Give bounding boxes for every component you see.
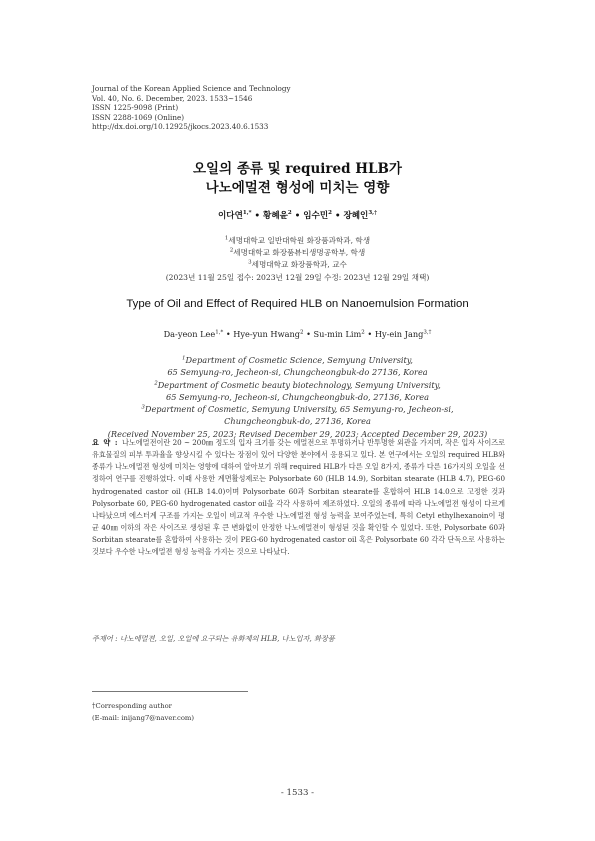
footnote-divider (92, 691, 248, 692)
affiliation-kr: $^3$세명대학교 화장품학과, 교수 (248, 259, 347, 270)
affiliation-en-line: Chungcheongbuk-do, 27136, Korea (224, 416, 371, 427)
author-separator: • (303, 329, 314, 339)
abstract-label: 요 약 : (92, 438, 122, 447)
abstract-text: 나노에멀전이란 20 ~ 200㎚ 정도의 입자 크기를 갖는 에멀전으로 투명하거나 반투명한 외관을 가지며, 작은 입자 사이즈로 유효물질의 피부 투과율을 향상시킬 수 있다는 장점이 있어 다양한 분야에서 응용되고 있다. 본 연구에서는 오일의 required HLB와 종류가 나노에멀젼 형성에 미치는 영향에 대하여 알아보기 위해 required HLB가 다른 오일 8가지, 종류가 다른 16가지의 오일을 선정하여 연구를 진행하였다. 이때 사용한 계면활성제로는 Polysorbate 60 (HLB 14.9), Sorbitan stearate (HLB 4.7), PEG-60 hydrogenated castor oil (HLB 14.0)이며 Polysorbate 60과 Sorbitan stearate를 혼합하여 HLB 14.0으로 고정한 것과 Polysorbate 60, PEG-60 hydrogenated castor oil을 각각 사용하여 제조하였다. 오일의 종류에 따라 나노에멀젼 형성이 다르게 나타났으며 에스터계 구조를 가지는 오일이 비교적 우수한 나노에멀젼 형성 능력을 보여주었는데, 특히 Cetyl ethylhexanoin이 평균 40㎚ 이하의 작은 사이즈로 생성된 후 큰 변화없이 안정한 나노에멀젼이 형성된 것을 확인할 수 있었다. 또한, Polysorbate 60과 Sorbitan stearate를 혼합하여 사용하는 것이 PEG-60 hydrogenated castor oil 혹은 Polysorbate 60 각각 단독으로 사용하는 것보다 우수한 나노에멀젼 형성 능력을 가지는 것으로 나타났다. (92, 438, 506, 557)
affiliation-en-line: 65 Semyung-ro, Jecheon-si, Chungcheongbuk-do, 27136, Korea (166, 391, 429, 402)
author-kr: 황혜윤$^2$ (263, 210, 292, 221)
korean-title-line-1: 오일의 종류 및 required HLB가 (193, 161, 402, 177)
author-separator: • (331, 211, 344, 221)
author-kr: 이다연$^{1,*}$ (218, 210, 252, 221)
author-en: Hy-ein Jang$^{3,\dagger}$ (374, 329, 432, 339)
affiliation-kr: $^1$세명대학교 일반대학원 화장품과학과, 학생 (224, 235, 371, 245)
journal-issn-online: ISSN 2288-1069 (Online) (92, 112, 185, 122)
korean-title-line-2: 나노에멀젼 형성에 미치는 영향 (205, 180, 390, 196)
english-title: Type of Oil and Effect of Required HLB on Nanoemulsion Formation (126, 298, 469, 310)
english-dates: (Received November 25, 2023; Revised December 29, 2023; Accepted December 29, 2023) (107, 428, 488, 439)
korean-authors (0, 209, 595, 221)
journal-header (92, 84, 291, 132)
corresponding-email[interactable]: (E-mail: inijang7@naver.com) (92, 713, 195, 722)
korean-dates: (2023년 11월 25일 접수: 2023년 12월 29일 수정: 2023년 12월 29일 채택) (165, 272, 430, 282)
journal-name: Journal of the Korean Applied Science and Technology (92, 84, 291, 93)
affiliation-en-line: $^1$Department of Cosmetic Science, Semyung University, (182, 355, 413, 365)
corresponding-author: †Corresponding author (92, 702, 172, 710)
affiliation-en-line: $^3$Department of Cosmetic, Semyung University, 65 Semyung-ro, Jecheon-si, (141, 404, 454, 415)
journal-volume: Vol. 40, No. 6. December, 2023. 1533~1546 (92, 93, 253, 103)
author-en: Da-yeon Lee$^{1,*}$ (163, 329, 224, 339)
abstract (92, 437, 505, 559)
affiliation-en-line: $^2$Department of Cosmetic beauty biotechnology, Semyung University, (154, 379, 441, 390)
journal-issn-print: ISSN 1225-9098 (Print) (92, 103, 179, 113)
korean-title (0, 160, 595, 198)
affiliation-en-line: 65 Semyung-ro, Jecheon-si, Chungcheongbuk-do 27136, Korea (167, 367, 428, 378)
author-separator: • (291, 211, 304, 221)
author-en: Hye-yun Hwang$^2$ (233, 329, 304, 339)
korean-affiliations (0, 235, 595, 284)
keywords: 주제어 : 나노에멀젼, 오일, 오일에 요구되는 유화제의 HLB, 나노입자, 화장품 (92, 634, 335, 643)
author-kr: 장혜인$^{3,\dagger}$ (343, 210, 377, 221)
english-authors (0, 329, 595, 339)
journal-doi-link[interactable]: http://dx.doi.org/10.12925/jkocs.2023.40.6.1533 (92, 122, 269, 132)
english-affiliations (0, 354, 595, 440)
affiliation-kr: $^2$세명대학교 화장품뷰티생명공학부, 학생 (229, 247, 366, 258)
author-separator: • (223, 329, 234, 339)
author-kr: 임수민$^2$ (303, 210, 332, 221)
author-separator: • (251, 211, 264, 221)
dagger-icon: † (92, 702, 96, 710)
footnote (92, 701, 194, 724)
author-en: Su-min Lim$^2$ (313, 329, 365, 339)
author-separator: • (364, 329, 375, 339)
page-number: - 1533 - (280, 788, 315, 798)
